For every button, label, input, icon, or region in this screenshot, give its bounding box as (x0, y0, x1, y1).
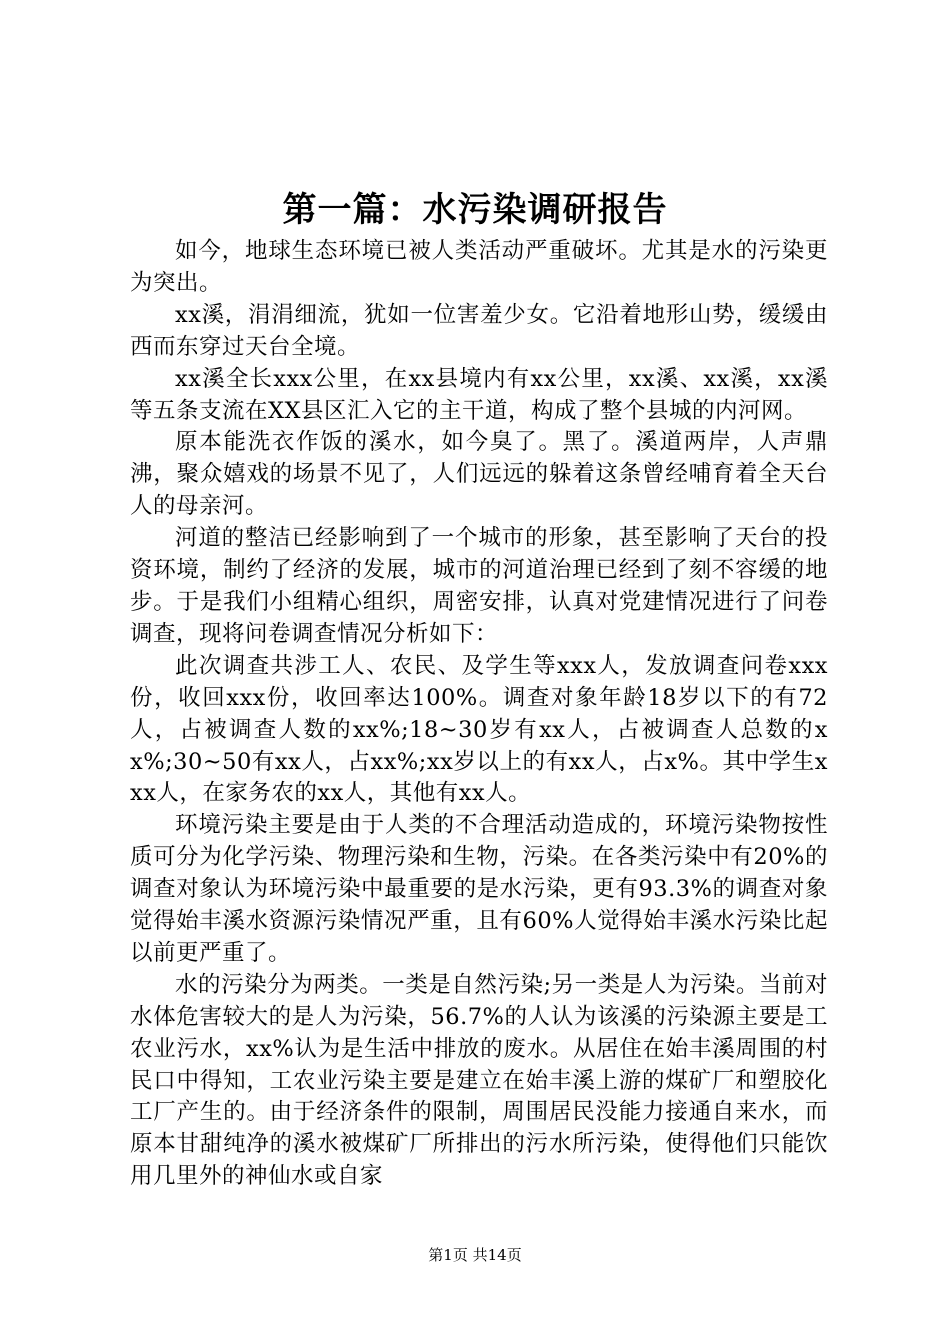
paragraph-7: 环境污染主要是由于人类的不合理活动造成的，环境污染物按性质可分为化学污染、物理污染和生物，污染。在各类污染中有20%的调查对象认为环境污染中最重要的是水污染，更有93.3%的调查对象觉得始丰溪水资源污染情况严重，且有60%人觉得始丰溪水污染比起以前更严重了。 (130, 812, 828, 966)
paragraph-2: xx溪，涓涓细流，犹如一位害羞少女。它沿着地形山势，缓缓由西而东穿过天台全境。 (130, 301, 828, 360)
paragraph-4: 原本能洗衣作饭的溪水，如今臭了。黑了。溪道两岸，人声鼎沸，聚众嬉戏的场景不见了，人们远远的躲着这条曾经哺育着全天台人的母亲河。 (130, 429, 828, 520)
paragraph-8: 水的污染分为两类。一类是自然污染;另一类是人为污染。当前对水体危害较大的是人为污染，56.7%的人认为该溪的污染源主要是工农业污水，xx%认为是生活中排放的废水。从居住在始丰溪周围的村民口中得知，工农业污染主要是建立在始丰溪上游的煤矿厂和塑胶化工厂产生的。由于经济条件的限制，周围居民没能力接通自来水，而原本甘甜纯净的溪水被煤矿厂所排出的污水所污染，使得他们只能饮用几里外的神仙水或自家 (130, 971, 828, 1190)
document-body (130, 236, 828, 1193)
paragraph-6: 此次调查共涉工人、农民、及学生等xxx人，发放调查问卷xxx份，收回xxx份，收回率达100%。调查对象年龄18岁以下的有72人，占被调查人数的xx%;18~30岁有xx人，占被调查人总数的xx%;30~50有xx人，占xx%;xx岁以上的有xx人，占x%。其中学生xxx人，在家务农的xx人，其他有xx人。 (130, 652, 828, 807)
paragraph-5: 河道的整洁已经影响到了一个城市的形象，甚至影响了天台的投资环境，制约了经济的发展，城市的河道治理已经到了刻不容缓的地步。于是我们小组精心组织，周密安排，认真对党建情况进行了问卷调查，现将问卷调查情况分析如下： (130, 525, 828, 647)
page-footer: 第1页 共14页 (428, 1246, 522, 1264)
document-title: 第一篇：水污染调研报告 (282, 190, 668, 230)
paragraph-3: xx溪全长xxx公里，在xx县境内有xx公里，xx溪、xx溪，xx溪等五条支流在XX县区汇入它的主干道，构成了整个县城的内河网。 (130, 365, 828, 424)
paragraph-1: 如今，地球生态环境已被人类活动严重破坏。尤其是水的污染更为突出。 (130, 238, 828, 296)
